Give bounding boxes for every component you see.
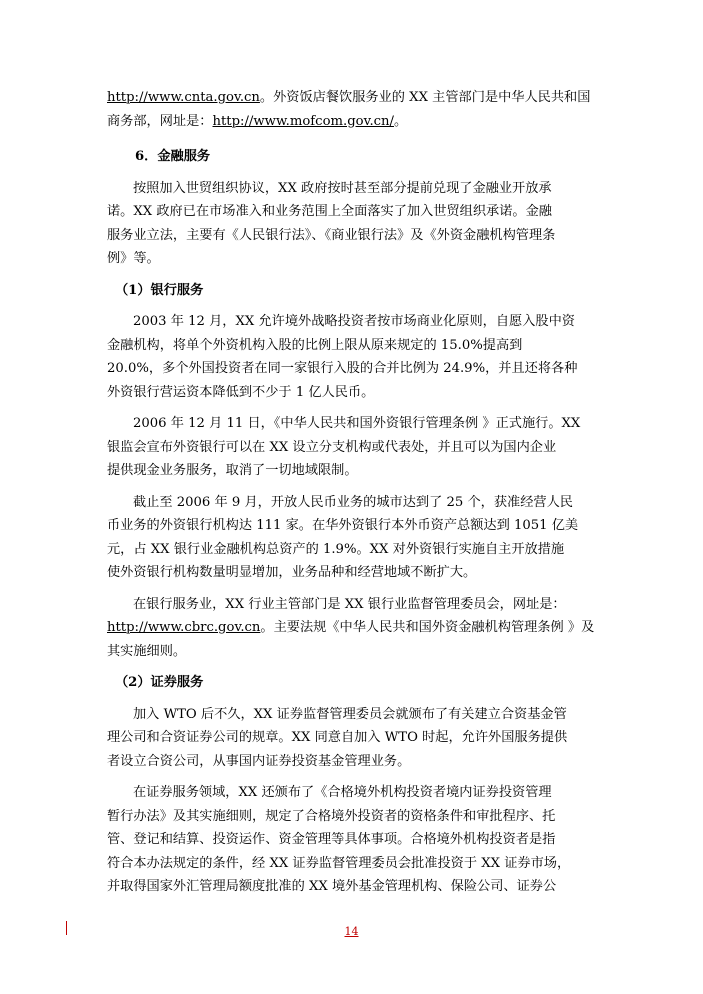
banking-paragraph-2 xyxy=(107,412,595,483)
paragraph-line: 2006 年 12 月 11 日，《中华人民共和国外资银行管理条例 》正式施行。XX xyxy=(133,416,581,431)
paragraph-line: 金融机构，将单个外资机构入股的比例上限从原来规定的 15.0%提高到 xyxy=(107,337,523,353)
banking-paragraph-4 xyxy=(107,593,595,664)
paragraph-line: 者设立合资公司，从事国内证券投资基金管理业务。 xyxy=(107,753,411,769)
paragraph-line: 提供现金业务服务，取消了一切地域限制。 xyxy=(107,463,358,478)
paragraph-line: 加入 WTO 后不久，XX 证券监督管理委员会就颁布了有关建立合资基金管 xyxy=(133,706,567,722)
section-heading-finance: 6．金融服务 xyxy=(135,149,211,164)
cnta-link[interactable]: http://www.cnta.gov.cn xyxy=(107,90,260,105)
paragraph-line: 元，占 XX 银行业金融机构总资产的 1.9%。XX 对外资银行实施自主开放措施 xyxy=(107,541,565,557)
intro-line-1 xyxy=(107,86,595,110)
securities-paragraph-1 xyxy=(107,703,595,774)
paragraph-line: 在证券服务领域，XX 还颁布了《合格境外机构投资者境内证券投资管理 xyxy=(133,785,552,800)
intro-line-2 xyxy=(107,110,595,134)
paragraph-line: 其实施细则。 xyxy=(107,643,187,659)
paragraph-line: 符合本办法规定的条件，经 XX 证券监督管理委员会批准投资于 XX 证券市场， xyxy=(107,855,571,871)
section-heading-banking: （1）银行服务 xyxy=(115,282,204,298)
paragraph-line xyxy=(107,616,595,640)
paragraph-line: 截止至 2006 年 9 月，开放人民币业务的城市达到了 25 个，获准经营人民 xyxy=(133,494,573,510)
paragraph-line: 例》等。 xyxy=(107,251,160,266)
securities-paragraph-2 xyxy=(107,781,595,899)
paragraph-line: 使外资银行机构数量明显增加，业务品种和经营地域不断扩大。 xyxy=(107,565,477,580)
paragraph-line: 币业务的外资银行机构达 111 家。在华外资银行本外币资产总额达到 1051 亿美 xyxy=(107,518,579,533)
cbrc-link[interactable]: http://www.cbrc.gov.cn xyxy=(107,620,261,635)
paragraph-line: 暂行办法》及其实施细则，规定了合格境外投资者的资格条件和审批程序、托 xyxy=(107,808,556,824)
paragraph-line: 诺。XX 政府已在市场准入和业务范围上全面落实了加入世贸组织承诺。金融 xyxy=(107,204,552,219)
paragraph-line: 在银行服务业，XX 行业主管部门是 XX 银行业监督管理委员会，网址是： xyxy=(133,596,566,612)
intro-line-1-text: 。外资饭店餐饮服务业的 XX 主管部门是中华人民共和国 xyxy=(259,90,591,105)
intro-line-2-end: 。 xyxy=(393,113,408,129)
paragraph-line: 服务业立法，主要有《人民银行法》、《商业银行法》及《外资金融机构管理条 xyxy=(107,227,556,243)
banking-paragraph-3 xyxy=(107,491,595,585)
paragraph-line: 2003 年 12 月，XX 允许境外战略投资者按市场商业化原则，自愿入股中资 xyxy=(133,314,575,329)
finance-paragraph xyxy=(107,177,595,271)
paragraph-line: 外资银行营运资本降低到不少于 1 亿人民币。 xyxy=(107,384,375,400)
paragraph-line: 20.0%，多个外国投资者在同一家银行入股的合并比例为 24.9%，并且还将各种 xyxy=(107,361,578,376)
page-number: 14 xyxy=(344,925,359,938)
mofcom-link[interactable]: http://www.mofcom.gov.cn/ xyxy=(212,113,394,129)
paragraph-line: 理公司和合资证券公司的规章。XX 同意自加入 WTO 时起，允许外国服务提供 xyxy=(107,730,568,745)
paragraph-line: 银监会宣布外资银行可以在 XX 设立分支机构或代表处，并且可以为国内企业 xyxy=(107,439,557,455)
paragraph-line: 并取得国家外汇管理局额度批准的 XX 境外基金管理机构、保险公司、证券公 xyxy=(107,879,557,894)
paragraph-line: 管、登记和结算、投资运作、资金管理等具体事项。合格境外机构投资者是指 xyxy=(107,832,556,847)
paragraph-line: 按照加入世贸组织协议，XX 政府按时甚至部分提前兑现了金融业开放承 xyxy=(133,180,552,196)
intro-line-2-text: 商务部，网址是： xyxy=(107,113,213,129)
paragraph-line-rest: 。主要法规《中华人民共和国外资金融机构管理条例 》及 xyxy=(260,620,595,635)
section-heading-securities: （2）证券服务 xyxy=(115,675,204,690)
page-body xyxy=(107,86,595,899)
banking-paragraph-1 xyxy=(107,310,595,404)
